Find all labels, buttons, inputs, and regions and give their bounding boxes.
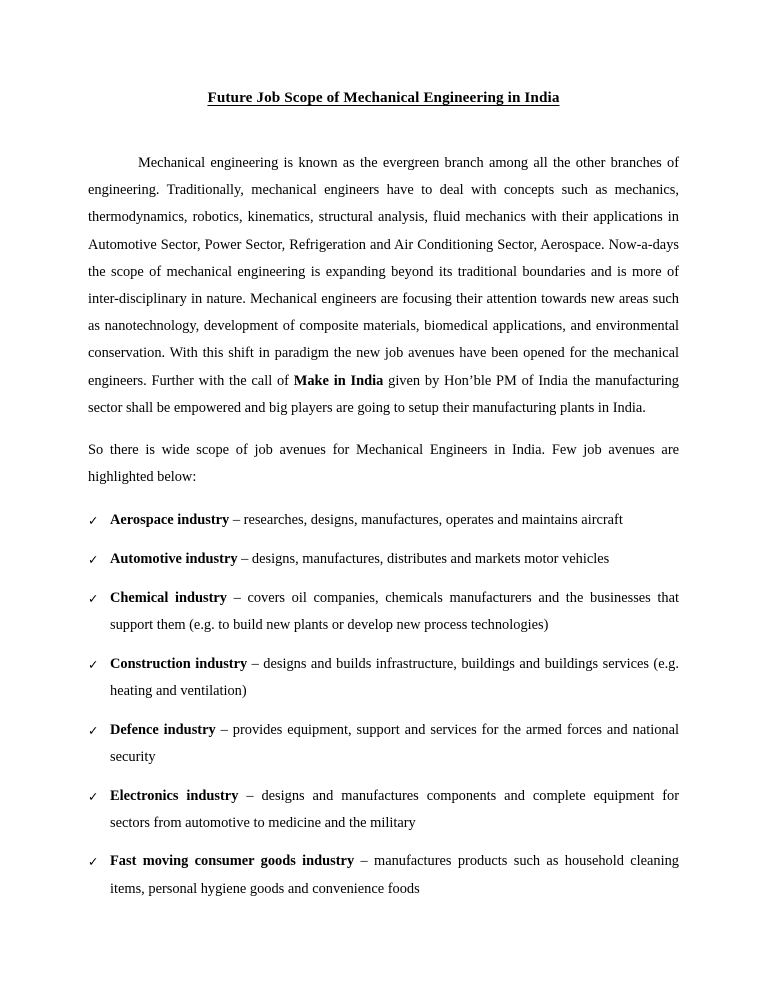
check-icon: ✓ [88,788,99,804]
make-in-india-emphasis: Make in India [293,372,384,389]
list-item-description: – designs, manufactures, distributes and markets motor vehicles [237,551,610,568]
list-item-description: – covers oil companies, chemicals manufacturers and the businesses that support them (e.g. to build new plants or develop new process technologies) [110,589,680,634]
list-item [88,507,679,534]
list-item-description: – researches, designs, manufactures, operates and maintains aircraft [229,512,623,529]
list-item-description: – provides equipment, support and services for the armed forces and national security [110,721,679,765]
list-item-description: – designs and builds infrastructure, buildings and buildings services (e.g. heating and ventilation) [110,655,679,699]
list-item-description: – designs and manufactures components and complete equipment for sectors from automotive to medicine and the military [110,787,679,831]
list-item [88,783,679,837]
check-icon: ✓ [88,722,99,738]
check-icon: ✓ [88,552,99,568]
paragraph-intro-text-part2: given by Hon’ble PM of India the manufacturing sector shall be empowered and big players are going to setup their manufacturing plants in India. [88,372,680,416]
list-item [88,585,679,639]
document-content [88,0,679,914]
list-item-description: – manufactures products such as household cleaning items, personal hygiene goods and convenience foods [110,853,679,897]
list-item-term: Construction industry [110,655,248,672]
paragraph-intro [88,108,679,422]
list-item-term: Automotive industry [110,551,238,568]
list-item [88,717,679,771]
check-icon: ✓ [88,513,99,529]
job-avenues-list [88,491,679,902]
list-item-term: Chemical industry [110,589,227,606]
list-item-term: Fast moving consumer goods industry [110,853,355,870]
paragraph-list-lead-in: So there is wide scope of job avenues for Mechanical Engineers in India. Few job avenues are highlighted below: [88,442,679,486]
list-item [88,546,679,573]
list-item [88,848,679,902]
paragraph-intro-text-part1: Mechanical engineering is known as the evergreen branch among all the other branches of engineering. Traditionally, mechanical engineers have to deal with concepts such as mechanics, thermodynamics, robotics, kinematics, structural analysis, fluid mechanics with their applications in Automotive Sector, Power Sector, Refrigeration and Air Conditioning Sector, Aerospace. Now-a-days the scope of mechanical engineering is expanding beyond its traditional boundaries and is more of inter-disciplinary in nature. Mechanical engineers are focusing their attention towards new areas such as nanotechnology, development of composite materials, biomedical applications, and environmental conservation. With this shift in paradigm the new job avenues have been opened for the mechanical engineers. Further with the call of [88,155,679,389]
page-title: Future Job Scope of Mechanical Engineering in India [207,89,560,106]
list-item-term: Aerospace industry [110,512,230,529]
check-icon: ✓ [88,656,99,672]
list-item-term: Defence industry [110,721,216,738]
list-item-term: Electronics industry [110,787,239,804]
check-icon: ✓ [88,854,99,870]
list-item [88,651,679,705]
check-icon: ✓ [88,590,99,606]
